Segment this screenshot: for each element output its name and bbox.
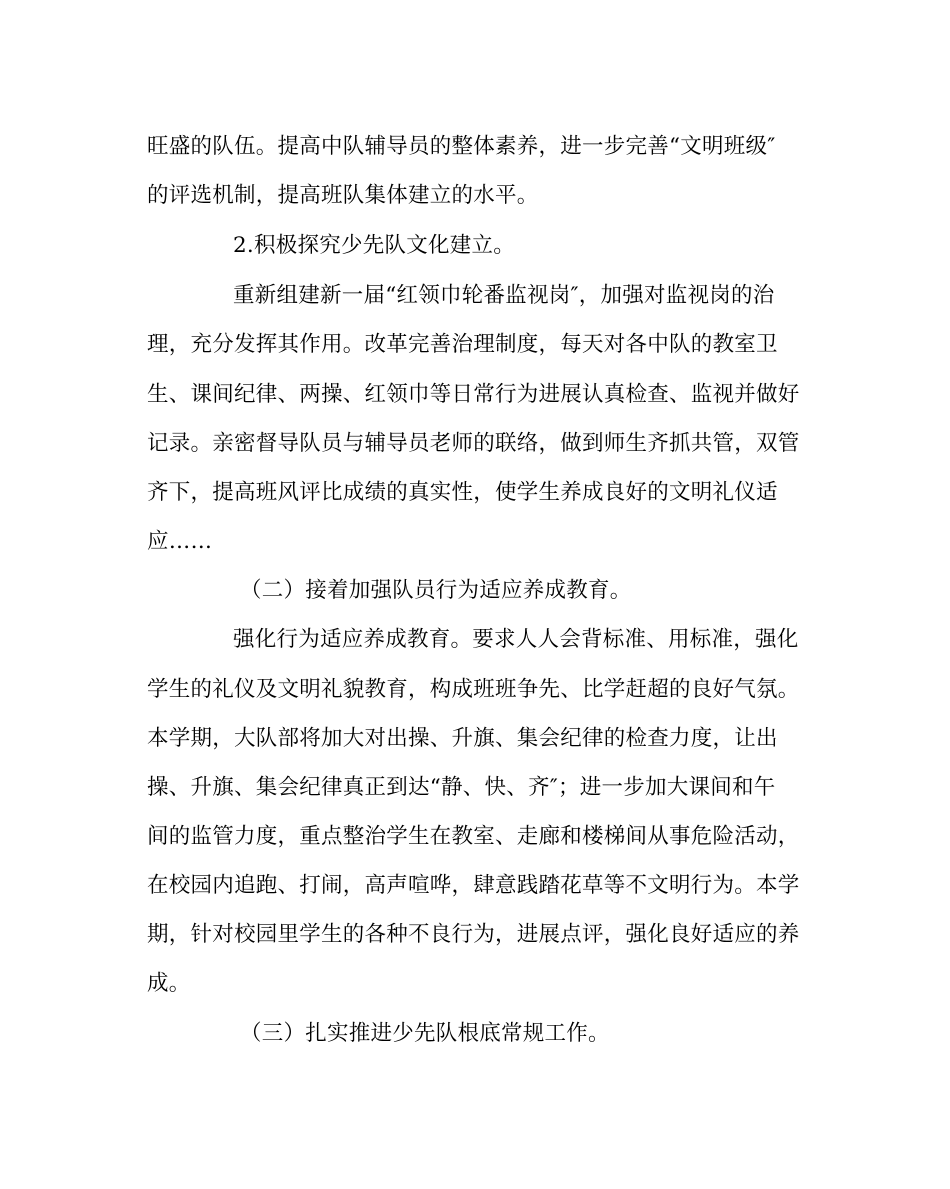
section-heading: 2.积极探究少先队文化建立。 <box>233 233 516 258</box>
text-line: 在校园内追跑、打闹，高声喧哗，肆意践踏花草等不文明行为。本学 <box>147 873 800 898</box>
text-line: 本学期，大队部将加大对出操、升旗、集会纪律的检查力度，让出 <box>147 726 778 751</box>
text-line: 旺盛的队伍。提高中队辅导员的整体素养，进一步完善“文明班级″ <box>147 134 776 159</box>
text-line: 间的监管力度，重点整治学生在教室、走廊和楼梯间从事危险活动， <box>147 824 800 849</box>
text-line: 的评选机制，提高班队集体建立的水平。 <box>147 183 539 208</box>
text-line: 期，针对校园里学生的各种不良行为，进展点评，强化良好适应的养 <box>147 922 800 947</box>
text-line: 成。 <box>147 971 191 996</box>
text-line: 齐下，提高班风评比成绩的真实性，使学生养成良好的文明礼仪适 <box>147 480 778 505</box>
paragraph-first-line: 重新组建新一届“红领巾轮番监视岗″，加强对监视岗的治 <box>233 283 775 308</box>
text-line: 理，充分发挥其作用。改革完善治理制度，每天对各中队的教室卫 <box>147 332 778 357</box>
text-line: 记录。亲密督导队员与辅导员老师的联络，做到师生齐抓共管，双管 <box>147 431 800 456</box>
paragraph-first-line: 强化行为适应养成教育。要求人人会背标准、用标准，强化 <box>233 627 799 652</box>
text-line: 生、课间纪律、两操、红领巾等日常行为进展认真检查、监视并做好 <box>147 382 800 407</box>
text-line: 操、升旗、集会纪律真正到达“静、快、齐″；进一步加大课间和午 <box>147 775 776 800</box>
text-line: 学生的礼仪及文明礼貌教育，构成班班争先、比学赶超的良好气氛。 <box>147 677 800 702</box>
section-heading: （二）接着加强队员行为适应养成教育。 <box>240 578 632 603</box>
text-line: 应…… <box>147 529 213 554</box>
section-heading: （三）扎实推进少先队根底常规工作。 <box>240 1021 610 1046</box>
